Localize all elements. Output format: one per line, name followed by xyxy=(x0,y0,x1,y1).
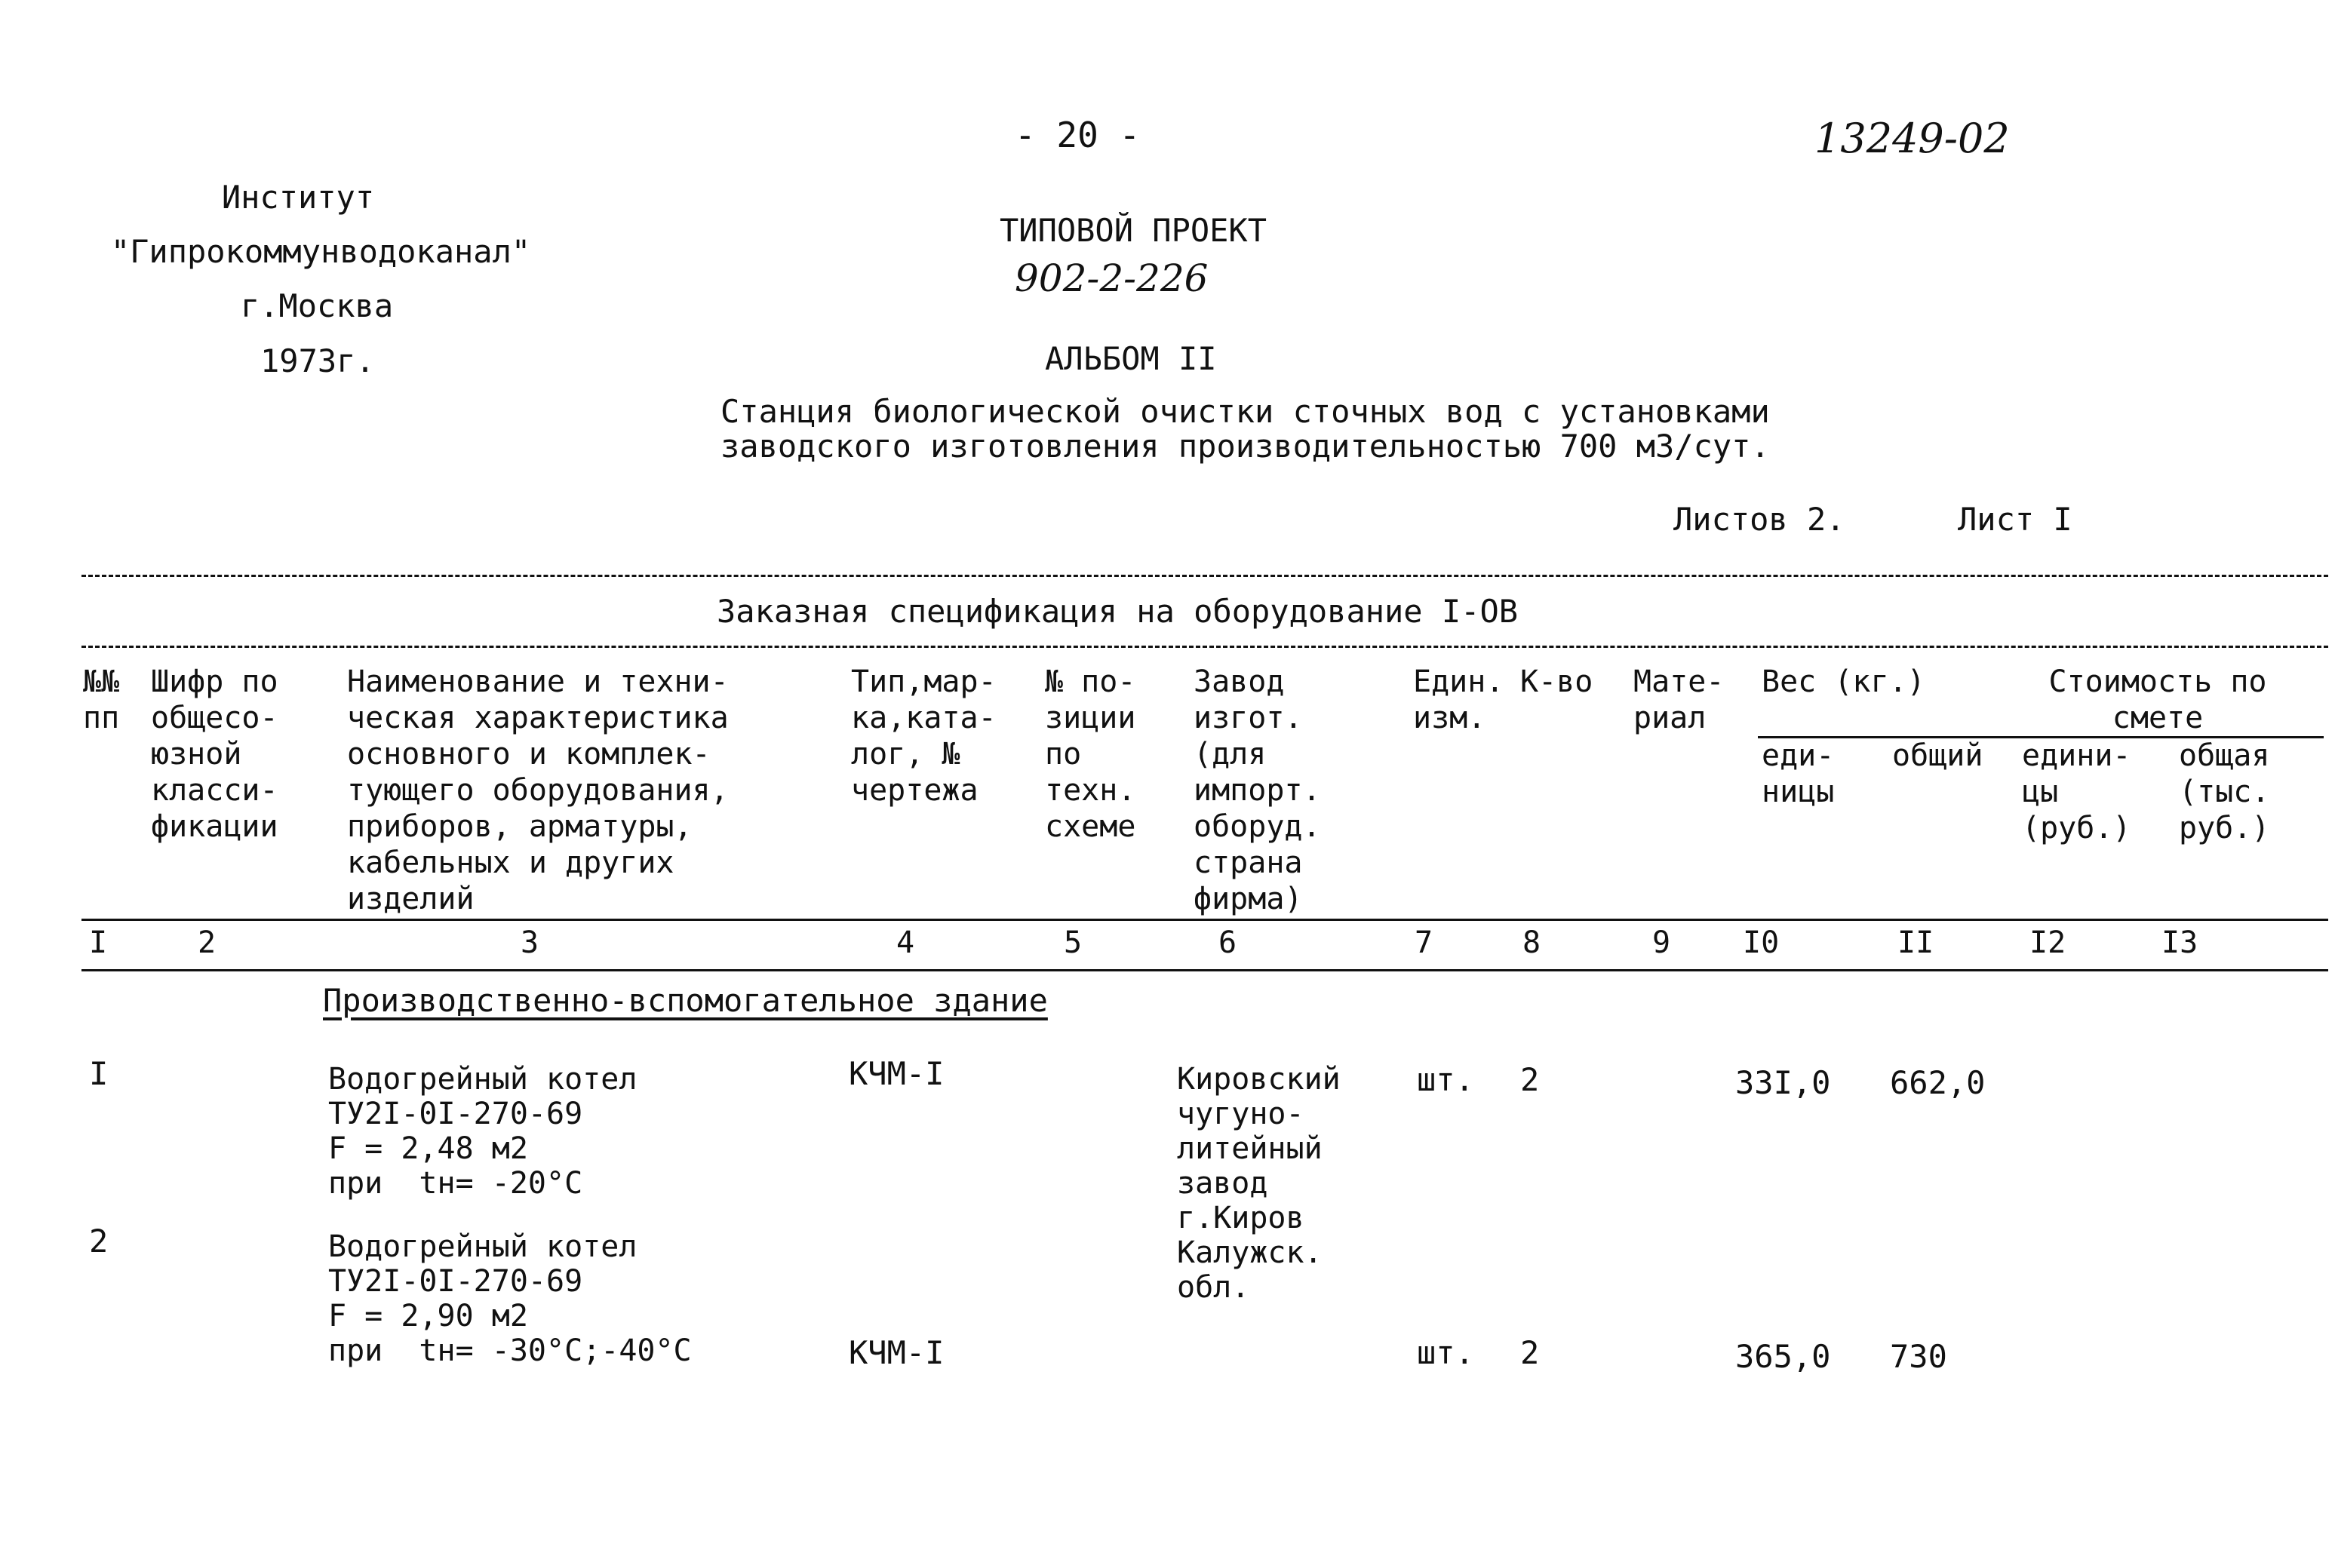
row-1-weight-unit: 33I,0 xyxy=(1735,1064,1831,1101)
row-1-type: КЧМ-I xyxy=(849,1055,945,1092)
institute-line-2: "Гипрокоммунводоканал" xyxy=(110,233,531,270)
section-heading: Производственно-вспомогательное здание xyxy=(323,982,1048,1019)
header-weight: Вес (кг.) xyxy=(1762,664,1925,699)
colnum-10: I0 xyxy=(1743,925,1780,960)
header-col-type: Тип,мар- ка,ката- лог, № чертежа xyxy=(851,664,997,808)
album-label: АЛЬБОМ II xyxy=(1045,340,1217,377)
spec-title-rule xyxy=(81,646,2328,648)
colnum-6: 6 xyxy=(1218,925,1237,960)
row-1-weight-total: 662,0 xyxy=(1890,1064,1986,1101)
header-cost: Стоимость по смете xyxy=(2048,664,2267,735)
institute-year: 1973г. xyxy=(260,342,375,379)
header-cost-unit: едини- цы (руб.) xyxy=(2022,738,2131,845)
row-2-weight-unit: 365,0 xyxy=(1735,1338,1831,1375)
colnum-bottom-rule xyxy=(81,969,2328,971)
colnum-9: 9 xyxy=(1652,925,1671,960)
colnum-1: I xyxy=(89,925,108,960)
colnum-5: 5 xyxy=(1064,925,1083,960)
header-col-code: Шифр по общесо- юзной класси- фикации xyxy=(151,664,278,844)
header-col-unit: Един. изм. xyxy=(1413,664,1504,735)
row-2-weight-total: 730 xyxy=(1890,1338,1947,1375)
colnum-4: 4 xyxy=(896,925,915,960)
row-2-number: 2 xyxy=(89,1223,109,1260)
header-weight-unit: еди- ницы xyxy=(1762,738,1835,809)
header-col-position: № по- зиции по техн. схеме xyxy=(1045,664,1136,844)
project-title-line-1: Станция биологической очистки сточных вод с установками xyxy=(720,393,1770,430)
colnum-8: 8 xyxy=(1522,925,1541,960)
row-2-type: КЧМ-I xyxy=(849,1334,945,1371)
project-number: 902-2-226 xyxy=(1015,256,1209,300)
header-col-qty: К-во xyxy=(1520,664,1593,699)
row-1-factory: Кировский чугуно- литейный завод г.Киров Калужск. обл. xyxy=(1177,1062,1341,1305)
colnum-7: 7 xyxy=(1415,925,1433,960)
colnum-2: 2 xyxy=(198,925,217,960)
header-cost-total: общая (тыс. руб.) xyxy=(2179,738,2270,845)
header-weight-total: общий xyxy=(1892,738,1983,773)
colnum-13: I3 xyxy=(2161,925,2198,960)
header-col-material: Мате- риал xyxy=(1633,664,1725,735)
row-1-number: I xyxy=(89,1055,109,1092)
row-2-name: Водогрейный котел ТУ2I-0I-270-69 F = 2,90 м2 при tн= -30°С;-40°С xyxy=(328,1229,692,1368)
document-code: 13249-02 xyxy=(1814,115,2010,162)
colnum-3: 3 xyxy=(521,925,539,960)
spec-title: Заказная спецификация на оборудование I-ОВ xyxy=(717,593,1519,630)
sheet-number: Лист I xyxy=(1958,501,2072,538)
project-label: ТИПОВОЙ ПРОЕКТ xyxy=(1000,212,1267,249)
sheets-total: Листов 2. xyxy=(1673,501,1845,538)
header-col-name: Наименование и техни- ческая характеристика основного и комплек- тующего оборудования, приборов, арматуры, кабельных и других изделий xyxy=(347,664,729,916)
project-title-line-2: заводского изготовления производительностью 700 м3/сут. xyxy=(720,428,1770,465)
header-bottom-rule xyxy=(81,919,2328,921)
header-col-factory: Завод изгот. (для импорт. оборуд. страна фирма) xyxy=(1194,664,1321,916)
institute-line-1: Институт xyxy=(221,179,375,216)
header-col-num: №№ пп xyxy=(83,664,120,735)
row-1-name: Водогрейный котел ТУ2I-0I-270-69 F = 2,48 м2 при tн= -20°С xyxy=(328,1062,638,1201)
row-2-qty: 2 xyxy=(1520,1334,1540,1371)
row-1-unit: шт. xyxy=(1417,1061,1474,1098)
institute-city: г.Москва xyxy=(240,287,394,324)
colnum-11: II xyxy=(1897,925,1934,960)
top-rule xyxy=(81,575,2328,577)
page-number: - 20 - xyxy=(1015,115,1141,155)
row-1-qty: 2 xyxy=(1520,1061,1540,1098)
row-2-unit: шт. xyxy=(1417,1334,1474,1371)
colnum-12: I2 xyxy=(2029,925,2066,960)
